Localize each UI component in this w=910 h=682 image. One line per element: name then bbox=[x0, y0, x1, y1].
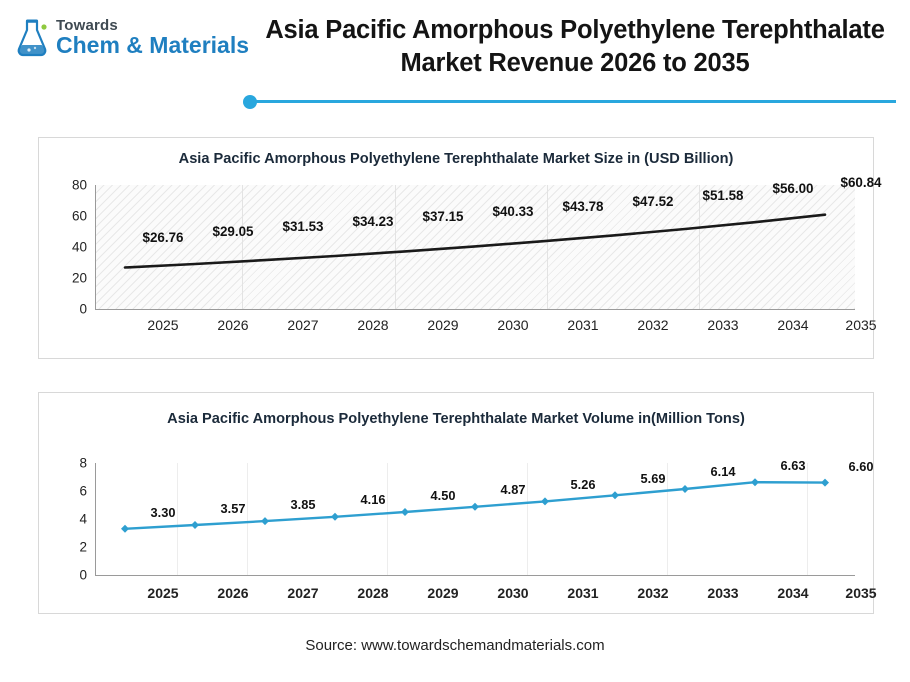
x-tick-label: 2025 bbox=[147, 317, 179, 333]
x-tick-label: 2033 bbox=[707, 317, 739, 333]
title-container bbox=[254, 14, 892, 79]
brand-name-top: Towards bbox=[56, 17, 118, 34]
y-tick-label: 4 bbox=[79, 511, 87, 527]
brand-name-bottom: Chem & Materials bbox=[56, 32, 250, 58]
x-tick-label: 2031 bbox=[567, 317, 599, 333]
x-tick-label: 2030 bbox=[497, 317, 529, 333]
x-tick-label: 2028 bbox=[357, 585, 389, 601]
y-tick-label: 0 bbox=[79, 301, 87, 317]
chart-title-revenue: Asia Pacific Amorphous Polyethylene Terephthalate Market Size in (USD Billion) bbox=[178, 151, 734, 167]
data-label: 4.50 bbox=[430, 488, 456, 503]
x-tick-label: 2025 bbox=[147, 585, 179, 601]
y-tick-label: 60 bbox=[71, 208, 87, 224]
data-label: 6.63 bbox=[780, 458, 806, 473]
y-axis-revenue bbox=[57, 177, 87, 350]
x-tick-label: 2029 bbox=[427, 317, 459, 333]
x-tick-label: 2026 bbox=[217, 585, 249, 601]
data-label: 4.16 bbox=[360, 492, 386, 507]
brand-wordmark bbox=[56, 18, 249, 57]
header bbox=[0, 0, 910, 110]
data-label: 5.69 bbox=[640, 471, 666, 486]
data-label: 6.14 bbox=[710, 464, 736, 479]
y-tick-label: 0 bbox=[79, 567, 87, 583]
x-tick-label: 2031 bbox=[567, 585, 599, 601]
data-label: 5.26 bbox=[570, 477, 596, 492]
x-tick-label: 2026 bbox=[217, 317, 249, 333]
divider-line bbox=[253, 100, 896, 103]
data-label: 6.60 bbox=[848, 459, 874, 474]
data-label: $40.33 bbox=[492, 204, 534, 219]
x-tick-label: 2035 bbox=[845, 317, 877, 333]
data-label: 3.30 bbox=[150, 505, 176, 520]
flask-icon bbox=[14, 18, 50, 58]
data-label: $26.76 bbox=[142, 230, 184, 245]
x-tick-label: 2034 bbox=[777, 585, 809, 601]
data-label: $43.78 bbox=[562, 199, 604, 214]
y-tick-label: 40 bbox=[71, 239, 87, 255]
data-label: $31.53 bbox=[282, 219, 324, 234]
data-label: $51.58 bbox=[702, 188, 744, 203]
y-tick-label: 20 bbox=[71, 270, 87, 286]
data-label: 3.57 bbox=[220, 501, 246, 516]
x-tick-label: 2032 bbox=[637, 585, 669, 601]
y-tick-label: 80 bbox=[71, 177, 87, 193]
x-tick-label: 2029 bbox=[427, 585, 459, 601]
data-label: $60.84 bbox=[840, 175, 882, 190]
y-tick-label: 2 bbox=[79, 539, 87, 555]
x-tick-label: 2028 bbox=[357, 317, 389, 333]
data-label: 4.87 bbox=[500, 482, 526, 497]
x-tick-label: 2027 bbox=[287, 317, 319, 333]
data-label: $29.05 bbox=[212, 224, 254, 239]
revenue-line-series bbox=[95, 185, 855, 309]
x-tick-label: 2035 bbox=[845, 585, 877, 601]
data-label: $37.15 bbox=[422, 209, 464, 224]
page-title: Asia Pacific Amorphous Polyethylene Terephthalate Market Revenue 2026 to 2035 bbox=[265, 16, 885, 77]
plot-area-revenue bbox=[57, 175, 882, 350]
x-tick-label: 2034 bbox=[777, 317, 809, 333]
data-label: $56.00 bbox=[772, 181, 814, 196]
chart-panel-volume bbox=[38, 392, 877, 614]
data-label: 3.85 bbox=[290, 497, 316, 512]
data-label: $34.23 bbox=[352, 214, 394, 229]
source-note: Source: www.towardschemandmaterials.com bbox=[305, 637, 605, 654]
y-tick-label: 6 bbox=[79, 483, 87, 499]
y-axis-volume bbox=[57, 455, 87, 609]
brand-logo bbox=[14, 14, 254, 58]
chart-panel-revenue bbox=[38, 137, 882, 359]
y-tick-label: 8 bbox=[79, 455, 87, 471]
chart-title-volume: Asia Pacific Amorphous Polyethylene Terephthalate Market Volume in(Million Tons) bbox=[167, 411, 745, 427]
header-divider bbox=[243, 95, 896, 109]
x-tick-label: 2027 bbox=[287, 585, 319, 601]
x-tick-label: 2032 bbox=[637, 317, 669, 333]
plot-area-volume bbox=[57, 455, 877, 609]
data-label: $47.52 bbox=[632, 194, 674, 209]
x-tick-label: 2033 bbox=[707, 585, 739, 601]
x-tick-label: 2030 bbox=[497, 585, 529, 601]
x-axis-line bbox=[95, 309, 855, 310]
volume-line-series bbox=[95, 463, 855, 575]
x-axis-line bbox=[95, 575, 855, 576]
